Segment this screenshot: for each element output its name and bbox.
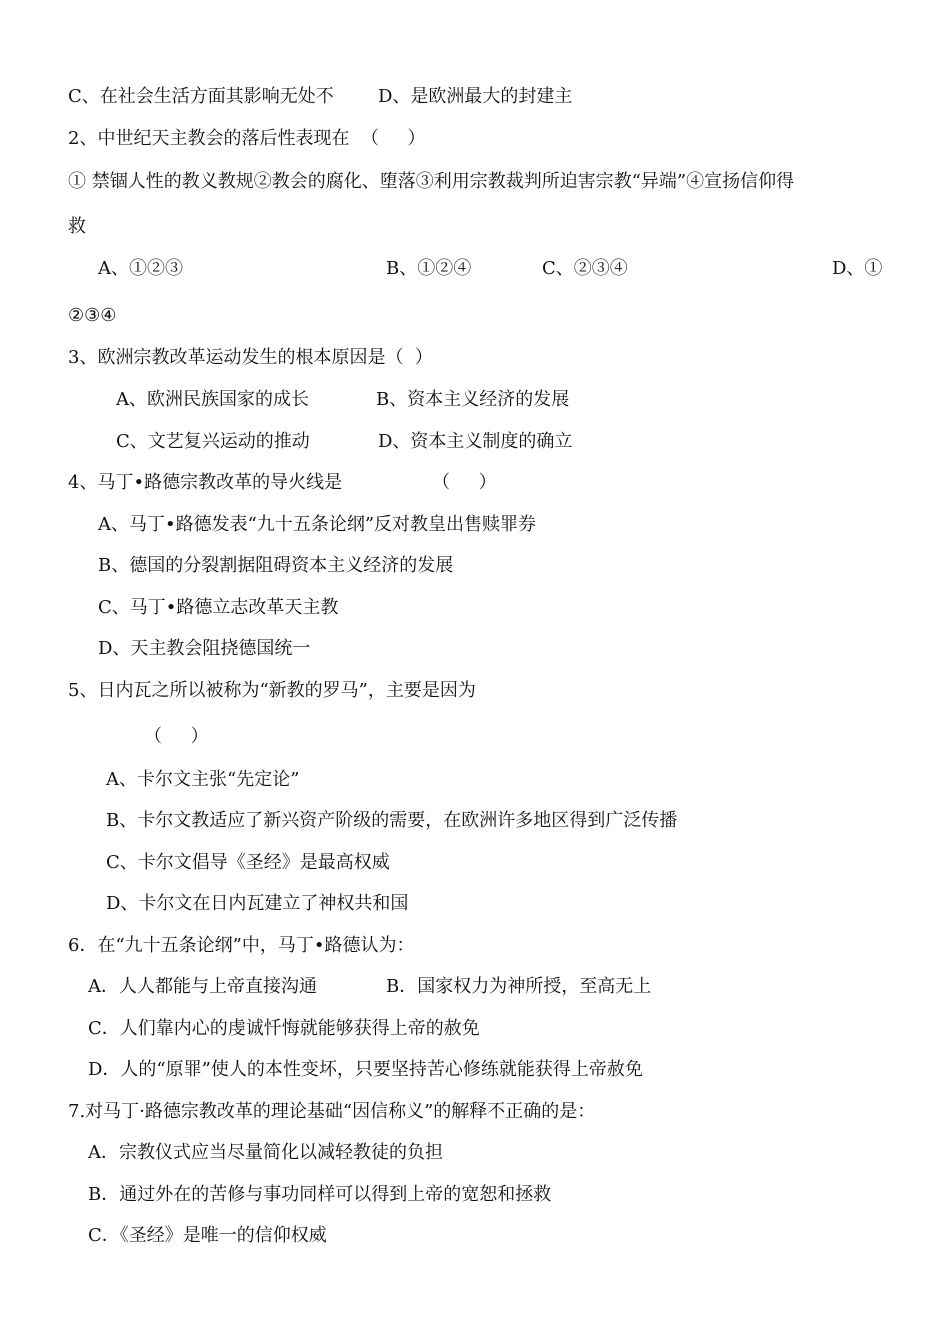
q5-option-d: D、卡尔文在日内瓦建立了神权共和国 — [106, 893, 409, 914]
q5-answer-blank: （ ） — [144, 726, 209, 747]
q4-option-d: D、天主教会阻挠德国统一 — [98, 638, 311, 659]
q2-option-d: D、① — [832, 258, 883, 279]
q4-option-b: B、德国的分裂割据阻碍资本主义经济的发展 — [98, 555, 454, 576]
q3-option-d: D、资本主义制度的确立 — [378, 431, 573, 452]
q3-option-b: B、资本主义经济的发展 — [376, 389, 570, 410]
question-4: 4、马丁•路德宗教改革的导火线是 — [68, 472, 343, 493]
q6-option-c: C．人们靠内心的虔诚忏悔就能够获得上帝的赦免 — [88, 1018, 480, 1039]
q7-option-b: B．通过外在的苦修与事功同样可以得到上帝的宽恕和拯救 — [88, 1184, 552, 1205]
q7-option-a: A．宗教仪式应当尽量简化以减轻教徒的负担 — [88, 1142, 443, 1163]
q3-option-c: C、文艺复兴运动的推动 — [116, 431, 310, 452]
q1-option-d: D、是欧洲最大的封建主 — [378, 86, 573, 107]
q4-option-c: C、马丁•路德立志改革天主教 — [98, 597, 339, 618]
q6-option-d: D．人的“原罪”使人的本性变坏，只要坚持苦心修练就能获得上帝赦免 — [88, 1059, 643, 1080]
question-6: 6．在“九十五条论纲”中，马丁•路德认为： — [68, 935, 415, 956]
q6-option-b: B．国家权力为神所授，至高无上 — [386, 976, 652, 997]
q2-option-c: C、②③④ — [542, 258, 628, 279]
question-3: 3、欧洲宗教改革运动发生的根本原因是（ ） — [68, 347, 433, 368]
q3-option-a: A、欧洲民族国家的成长 — [116, 389, 309, 410]
q6-option-a: A．人人都能与上帝直接沟通 — [88, 976, 317, 997]
q4-answer-blank: （ ） — [432, 472, 497, 493]
q1-option-c: C、在社会生活方面其影响无处不 — [68, 86, 334, 107]
q4-option-a: A、马丁•路德发表“九十五条论纲”反对教皇出售赎罪券 — [98, 514, 537, 535]
q2-option-a: A、①②③ — [98, 258, 183, 279]
question-7: 7.对马丁·路德宗教改革的理论基础“因信称义”的解释不正确的是： — [68, 1101, 596, 1122]
q7-option-c: C．《圣经》是唯一的信仰权威 — [88, 1225, 327, 1246]
question-5: 5、日内瓦之所以被称为“新教的罗马”，主要是因为 — [68, 680, 476, 701]
q5-option-c: C、卡尔文倡导《圣经》是最高权威 — [106, 852, 390, 873]
q2-option-d-cont: ②③④ — [68, 305, 117, 326]
q2-statements: ① 禁锢人性的教义教规②教会的腐化、堕落③利用宗教裁判所迫害宗教“异端”④宣扬信仰得 — [68, 171, 795, 192]
q5-option-a: A、卡尔文主张“先定论” — [106, 769, 300, 790]
q2-option-b: B、①②④ — [386, 258, 472, 279]
q2-statements-cont: 救 — [68, 216, 86, 237]
q5-option-b: B、卡尔文教适应了新兴资产阶级的需要，在欧洲许多地区得到广泛传播 — [106, 810, 678, 831]
question-2: 2、中世纪天主教会的落后性表现在 （ ） — [68, 128, 426, 149]
